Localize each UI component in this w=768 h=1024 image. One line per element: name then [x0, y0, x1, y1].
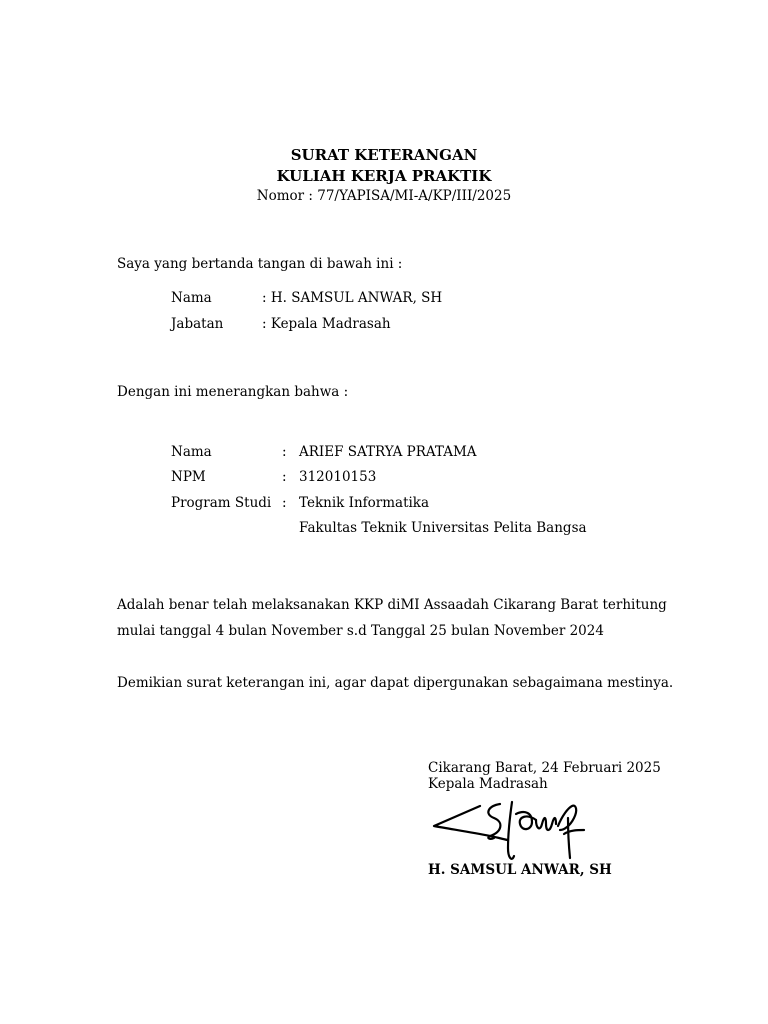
signer-title: Kepala Madrasah	[428, 776, 548, 792]
closing-text: Demikian surat keterangan ini, agar dapat dipergunakan sebagaimana mestinya.	[117, 675, 674, 691]
signer-name: H. SAMSUL ANWAR, SH	[428, 862, 612, 878]
signature-image	[428, 796, 588, 866]
place-date: Cikarang Barat, 24 Februari 2025	[428, 760, 661, 776]
body-line-2: mulai tanggal 4 bulan November s.d Tanggal 25 bulan November 2024	[117, 623, 604, 639]
document-subtitle: KULIAH KERJA PRAKTIK	[276, 167, 492, 185]
student-name-label: Nama	[171, 444, 212, 460]
student-program-label: Program Studi	[171, 495, 272, 511]
student-program-value: Teknik Informatika	[299, 495, 430, 511]
signer-position-value: : Kepala Madrasah	[262, 316, 391, 332]
signer-position-label: Jabatan	[171, 316, 224, 332]
signer-name-value: : H. SAMSUL ANWAR, SH	[262, 290, 443, 306]
student-npm-colon: :	[282, 469, 287, 485]
student-program-colon: :	[282, 495, 287, 511]
body-line-1: Adalah benar telah melaksanakan KKP diMI Assaadah Cikarang Barat terhitung	[117, 597, 667, 613]
signer-name-label: Nama	[171, 290, 212, 306]
document-title: SURAT KETERANGAN	[290, 146, 478, 164]
student-name-colon: :	[282, 444, 287, 460]
student-npm-label: NPM	[171, 469, 206, 485]
student-npm-value: 312010153	[299, 469, 377, 485]
document-number: Nomor : 77/YAPISA/MI-A/KP/III/2025	[256, 188, 512, 204]
student-faculty-value: Fakultas Teknik Universitas Pelita Bangsa	[299, 520, 587, 536]
intro-text: Saya yang bertanda tangan di bawah ini :	[117, 256, 403, 272]
student-name-value: ARIEF SATRYA PRATAMA	[299, 444, 477, 460]
declaration-text: Dengan ini menerangkan bahwa :	[117, 384, 349, 400]
